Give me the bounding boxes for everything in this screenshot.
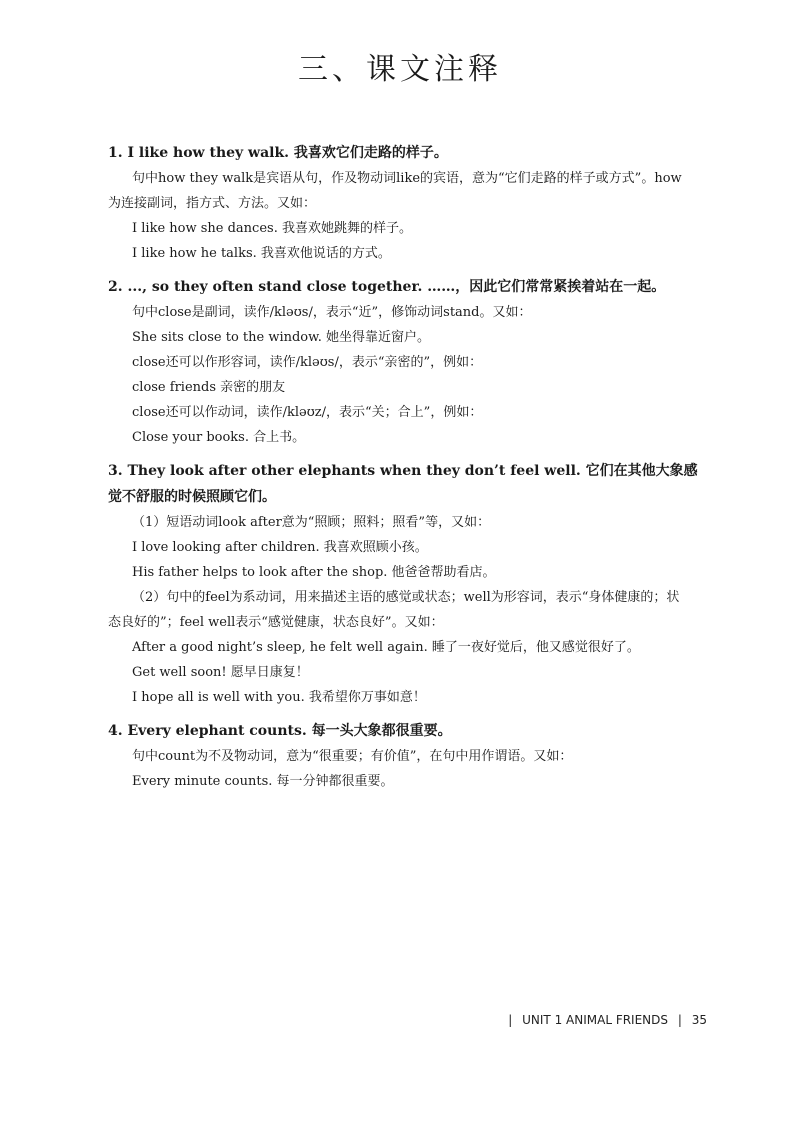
note-line: 为连接副词，指方式、方法。又如： <box>108 196 317 211</box>
note-line: close还可以作形容词，读作/kləʊs/，表示“亲密的”，例如： <box>132 355 483 370</box>
example-sentence: After a good night’s sleep, he felt well again. 睡了一夜好觉后，他又感觉很好了。 <box>132 640 640 655</box>
note-2 <box>108 274 708 450</box>
example-sentence: I like how he talks. 我喜欢他说话的方式。 <box>132 246 391 261</box>
footer-divider: | <box>677 1013 682 1027</box>
example-sentence: Get well soon! 愿早日康复！ <box>132 665 309 680</box>
page-footer <box>502 1013 707 1027</box>
example-sentence: close friends 亲密的朋友 <box>132 380 286 395</box>
footer-divider: | <box>508 1013 513 1027</box>
example-sentence: His father helps to look after the shop. 他爸爸帮助看店。 <box>132 565 496 580</box>
note-heading: 2. ..., so they often stand close together. ……，因此它们常常紧挨着站在一起。 <box>108 279 666 295</box>
example-sentence: She sits close to the window. 她坐得靠近窗户。 <box>132 330 430 345</box>
page-number: 35 <box>691 1013 707 1027</box>
note-line: 态良好的”；feel well表示“感觉健康，状态良好”。又如： <box>108 615 444 630</box>
note-line: 句中close是副词，读作/kləʊs/，表示“近”，修饰动词stand。又如： <box>132 305 532 320</box>
note-line: 句中count为不及物动词，意为“很重要；有价值”，在句中用作谓语。又如： <box>132 749 573 764</box>
note-line: close还可以作动词，读作/kləʊz/，表示“关；合上”，例如： <box>132 405 483 420</box>
note-3 <box>108 458 708 710</box>
note-heading: 4. Every elephant counts. 每一头大象都很重要。 <box>108 723 452 739</box>
note-line: （1）短语动词look after意为“照顾；照料；照看”等，又如： <box>132 515 491 530</box>
note-line: （2）句中的feel为系动词，用来描述主语的感觉或状态；well为形容词，表示“身体健康的；状 <box>132 590 680 605</box>
example-sentence: Close your books. 合上书。 <box>132 430 306 445</box>
note-4 <box>108 718 708 794</box>
footer-unit-title: ANIMAL FRIENDS <box>566 1013 669 1027</box>
example-sentence: Every minute counts. 每一分钟都很重要。 <box>132 774 394 789</box>
example-sentence: I hope all is well with you. 我希望你万事如意！ <box>132 690 426 705</box>
note-line: 句中how they walk是宾语从句，作及物动词like的宾语，意为“它们走路的样子或方式”。how <box>132 171 682 186</box>
page-title: 三、课文注释 <box>298 52 502 87</box>
note-heading: 3. They look after other elephants when they don’t feel well. 它们在其他大象感觉不舒服的时候照顾它们。 <box>108 463 698 505</box>
example-sentence: I love looking after children. 我喜欢照顾小孩。 <box>132 540 428 555</box>
note-heading: 1. I like how they walk. 我喜欢它们走路的样子。 <box>108 145 448 161</box>
notes-content <box>108 140 708 802</box>
footer-unit: UNIT 1 <box>522 1013 563 1027</box>
note-1 <box>108 140 708 266</box>
example-sentence: I like how she dances. 我喜欢她跳舞的样子。 <box>132 221 412 236</box>
